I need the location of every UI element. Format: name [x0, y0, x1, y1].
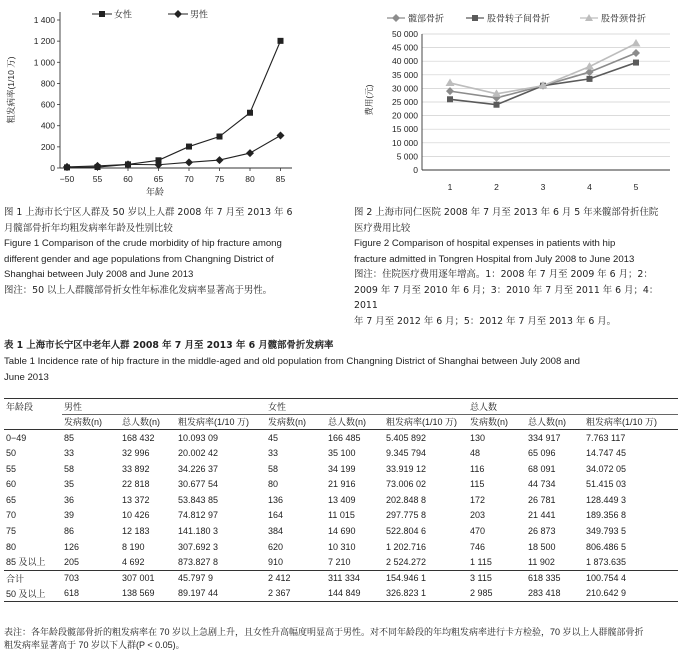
table-cell: 2 367: [266, 586, 326, 602]
figure-2-caption: [354, 205, 680, 329]
fig1-y-tick-label: 1 400: [33, 15, 55, 25]
table-row: [4, 445, 678, 461]
table-row-label: 合计: [4, 570, 62, 586]
table-cell: 13 372: [122, 494, 150, 505]
table-1-note: [4, 626, 678, 652]
table-cell: 45.797 9: [176, 570, 266, 586]
table-cell: 20.002 42: [178, 448, 219, 459]
table-cell: 26 781: [528, 494, 556, 505]
table-cell: 202.848 8: [386, 494, 427, 505]
table-cell: 470: [470, 526, 486, 537]
table-cell: 166 485: [328, 432, 361, 443]
table-cell: 168 432: [122, 432, 155, 443]
fig1-point-female: [278, 38, 284, 44]
table-cell: 51.415 03: [586, 479, 627, 490]
table-cell: 45: [268, 432, 279, 443]
fig1-y-tick-label: 1 200: [33, 36, 55, 47]
fig1-caption-en-1: Figure 1 Comparison of the crude morbidity of hip fracture among: [4, 238, 282, 249]
table-cell: 189.356 8: [586, 510, 627, 521]
figure-1-chart: [0, 0, 300, 200]
table-row-label: 60: [6, 479, 17, 490]
table-cell: 126: [64, 541, 80, 552]
table-cell: 618: [62, 586, 120, 602]
fig1-point-male: [246, 149, 254, 157]
table-cell: 334 917: [528, 432, 561, 443]
table-cell: 65 096: [528, 448, 556, 459]
fig2-series-line-hip: [450, 53, 636, 98]
fig2-caption-cn-2: 医疗费用比较: [354, 222, 411, 234]
table-cell: 1 873.635: [586, 556, 627, 567]
fig2-y-tick-label: 50 000: [392, 29, 418, 39]
table-cell: 7 210: [328, 556, 351, 567]
table-cell: 58: [64, 463, 75, 474]
fig2-legend: [387, 13, 646, 24]
table-row-label: 55: [6, 463, 17, 474]
table-cell: 32 996: [122, 448, 150, 459]
table-cell: 18 500: [528, 541, 556, 552]
fig2-y-tick-label: 20 000: [392, 110, 418, 121]
table-cell: 210.642 9: [584, 586, 678, 602]
table-header-population: 总人数(n): [120, 414, 176, 430]
figure-1-caption: [4, 205, 344, 298]
fig1-x-tick-label: 55: [92, 174, 103, 184]
table-header-age: 年龄段: [4, 399, 62, 415]
fig1-legend: [92, 9, 208, 20]
fig1-x-tick-label: 70: [184, 174, 194, 184]
table-cell: 3 115: [468, 570, 526, 586]
fig1-y-tick-label: 600: [40, 99, 55, 110]
table1-title-en-2: June 2013: [4, 372, 49, 383]
table-row: [4, 508, 678, 524]
fig2-point-hip: [632, 49, 640, 57]
table-cell: 618 335: [526, 570, 584, 586]
table-row-label: 65: [6, 494, 17, 505]
table-cell: 33 892: [122, 463, 150, 474]
fig1-point-male: [277, 131, 285, 139]
fig1-caption-en-2: different gender and age populations from Changning District of: [4, 253, 274, 265]
table-row: [4, 523, 678, 539]
table-cell: 203: [470, 510, 486, 521]
table-cell: 205: [64, 556, 80, 567]
fig2-x-tick-label: 2: [494, 182, 499, 192]
table-header-cases: 发病数(n): [62, 414, 120, 430]
fig1-x-tick-label: −50: [59, 174, 75, 184]
legend-diamond-marker: [174, 10, 182, 18]
fig1-point-female: [247, 110, 253, 116]
table-cell: 10 310: [328, 541, 356, 552]
fig1-series-line-female: [67, 41, 281, 168]
fig1-point-male: [216, 156, 224, 164]
table1-note-2: 粗发病率显著高于 70 岁以下人群(P < 0.05)。: [4, 640, 185, 650]
table-summary-row: [4, 570, 678, 586]
table-cell: 1 115: [470, 556, 492, 567]
table-row-label: 85 及以上: [6, 557, 46, 568]
table-cell: 13 409: [328, 494, 356, 505]
table-sub-header-row: [4, 414, 678, 430]
fig2-x-tick-label: 4: [587, 182, 592, 192]
table-cell: 307 001: [120, 570, 176, 586]
table-cell: 283 418: [526, 586, 584, 602]
table-cell: 806.486 5: [586, 541, 627, 552]
fig2-y-tick-label: 10 000: [392, 137, 418, 148]
fig2-legend-hip: 髋部骨折: [408, 13, 445, 24]
table-cell: 22 818: [122, 479, 150, 490]
table-cell: 86: [64, 526, 75, 537]
table-header-male: 男性: [62, 399, 266, 415]
table-cell: 115: [470, 479, 485, 490]
table-cell: 21 441: [528, 510, 556, 521]
table-cell: 873.827 8: [178, 556, 219, 567]
table-cell: 311 334: [326, 570, 384, 586]
fig2-legend-intertroch: 股骨转子间骨折: [487, 13, 551, 24]
table-cell: 44 734: [528, 479, 556, 490]
table-cell: 138 569: [120, 586, 176, 602]
table-cell: 11 902: [528, 556, 555, 567]
table-cell: 144 849: [326, 586, 384, 602]
table-cell: 116: [470, 463, 485, 474]
table-cell: 21 916: [328, 479, 356, 490]
table-cell: 34.226 37: [178, 463, 219, 474]
fig2-caption-note-3: 年 7 月至 2012 年 6 月；5：2012 年 7 月至 2013 年 6 月。: [354, 315, 617, 327]
table-cell: 10 426: [122, 510, 150, 521]
table-cell: 141.180 3: [178, 526, 219, 537]
table-cell: 30.677 54: [178, 479, 219, 490]
table-row-label: 70: [6, 510, 17, 521]
fig2-x-tick-label: 1: [447, 182, 453, 192]
fig1-y-tick-label: 800: [40, 78, 55, 89]
table-cell: 349.793 5: [586, 526, 627, 537]
fig1-caption-note: 图注：50 以上人群髋部骨折女性年标准化发病率显著高于男性。: [4, 284, 273, 296]
table-1: [4, 398, 678, 602]
table-cell: 33: [268, 448, 279, 459]
table-cell: 746: [470, 541, 486, 552]
fig2-point-intertroch: [494, 102, 500, 108]
figure-2-chart: [350, 0, 682, 200]
table-row: [4, 430, 678, 446]
table-cell: 7.763 117: [586, 432, 626, 443]
table-cell: 910: [268, 556, 284, 567]
fig2-point-intertroch: [633, 60, 639, 66]
table-cell: 5.405 892: [386, 432, 427, 443]
table-header-total: 总人数: [468, 399, 678, 415]
fig1-x-tick-label: 65: [153, 174, 164, 184]
table-cell: 384: [268, 526, 284, 537]
table-row: [4, 554, 678, 570]
table-cell: 297.775 8: [386, 510, 427, 521]
table-cell: 1 202.716: [386, 541, 427, 552]
fig1-y-tick-label: 0: [50, 163, 55, 173]
table-cell: 703: [62, 570, 120, 586]
table-cell: 35: [64, 479, 75, 490]
fig2-y-axis-title: 费用(元): [364, 84, 374, 116]
table-cell: 74.812 97: [178, 510, 219, 521]
table-cell: 34.072 05: [586, 463, 627, 474]
table-cell: 154.946 1: [384, 570, 468, 586]
fig1-x-tick-label: 85: [275, 174, 286, 184]
table-cell: 10.093 09: [178, 432, 219, 443]
fig2-caption-en-2: fracture admitted in Tongren Hospital from July 2008 to June 2013: [354, 253, 635, 265]
fig1-y-tick-label: 400: [40, 120, 55, 131]
fig1-legend-male: 男性: [190, 9, 209, 20]
table-row: [4, 461, 678, 477]
table-cell: 68 091: [528, 463, 556, 474]
table-cell: 14.747 45: [586, 448, 627, 459]
fig2-y-tick-label: 45 000: [392, 42, 418, 53]
fig2-y-tick-label: 0: [413, 165, 418, 175]
fig1-x-tick-label: 80: [245, 174, 255, 184]
table-row: [4, 539, 678, 555]
table-cell: 33: [64, 448, 75, 459]
table-cell: 53.843 85: [178, 494, 219, 505]
fig1-x-tick-label: 60: [123, 174, 133, 184]
table-cell: 522.804 6: [386, 526, 427, 537]
fig1-x-axis-title: 年龄: [145, 187, 165, 197]
fig2-point-neck: [446, 78, 455, 86]
table1-note-1: 表注：各年龄段髋部骨折的粗发病率在 70 岁以上急剧上升，且女性升高幅度明显高于男性。对不同年龄段的年均粗发病率进行卡方检验，70 岁以上人群髋部骨折: [4, 627, 644, 637]
fig2-caption-cn-1: 图 2 上海市同仁医院 2008 年 7 月至 2013 年 6 月 5 年来髋部骨折住院: [354, 207, 659, 218]
table-header-population: 总人数(n): [326, 414, 384, 430]
table-cell: 307.692 3: [178, 541, 219, 552]
legend-square-marker: [99, 11, 105, 17]
fig2-y-tick-label: 40 000: [392, 56, 418, 67]
fig1-point-female: [217, 134, 223, 140]
fig1-y-tick-label: 200: [40, 141, 55, 152]
table-cell: 136: [268, 494, 284, 505]
table-cell: 326.823 1: [384, 586, 468, 602]
table-cell: 48: [470, 448, 481, 459]
table-cell: 11 015: [328, 510, 355, 521]
fig1-point-female: [186, 144, 192, 150]
table-header-female: 女性: [266, 399, 468, 415]
table-cell: 172: [470, 494, 486, 505]
fig1-x-tick-label: 75: [214, 174, 225, 184]
fig1-legend-female: 女性: [114, 9, 133, 20]
table-cell: 620: [268, 541, 284, 552]
fig2-caption-note-1: 图注：住院医疗费用逐年增高。1：2008 年 7 月至 2009 年 6 月；2：: [354, 269, 653, 280]
table-header-rate: 粗发病率(1/10 万): [584, 414, 678, 430]
table-cell: 39: [64, 510, 75, 521]
table-cell: 33.919 12: [386, 463, 427, 474]
fig2-y-tick-label: 30 000: [392, 83, 418, 94]
table-header-cases: 发病数(n): [468, 414, 526, 430]
table-row: [4, 476, 678, 492]
table-1-title: [4, 338, 678, 386]
table-header-population: 总人数(n): [526, 414, 584, 430]
table-cell: 100.754 4: [584, 570, 678, 586]
table-cell: 4 692: [122, 556, 145, 567]
table1-title-cn: 表 1 上海市长宁区中老年人群 2008 年 7 月至 2013 年 6 月髋部骨折发病率: [4, 340, 334, 351]
table-header-rate: 粗发病率(1/10 万): [176, 414, 266, 430]
table-cell: 2 412: [266, 570, 326, 586]
fig1-caption-cn-1: 图 1 上海市长宁区人群及 50 岁以上人群 2008 年 7 月至 2013 年 6: [4, 207, 293, 218]
table-header-rate: 粗发病率(1/10 万): [384, 414, 468, 430]
table-cell: 2 985: [468, 586, 526, 602]
table-cell: 2 524.272: [386, 556, 427, 567]
table-summary-row: [4, 586, 678, 602]
table-row-label: 80: [6, 541, 17, 552]
fig2-x-tick-label: 3: [540, 182, 546, 192]
table-row-label: 50 及以上: [4, 586, 62, 602]
table-cell: 8 190: [122, 541, 145, 552]
table-header-cases: 发病数(n): [266, 414, 326, 430]
table-cell: 80: [268, 479, 279, 490]
table-cell: 34 199: [328, 463, 356, 474]
table-row-label: 0−49: [6, 432, 27, 443]
fig2-point-intertroch: [447, 96, 453, 102]
table-cell: 12 183: [122, 526, 150, 537]
fig2-caption-note-2: 2009 年 7 月至 2010 年 6 月；3：2010 年 7 月至 2011 年 6 月；4：2011: [354, 284, 659, 311]
table-cell: 58: [268, 463, 279, 474]
fig2-y-tick-label: 35 000: [392, 69, 418, 80]
fig2-point-neck: [632, 39, 641, 47]
fig1-point-male: [185, 158, 193, 166]
fig2-caption-en-1: Figure 2 Comparison of hospital expenses in patients with hip: [354, 238, 616, 249]
table-cell: 85: [64, 432, 75, 443]
legend-diamond-marker: [392, 14, 400, 22]
table-cell: 35 100: [328, 448, 356, 459]
table1-title-en-1: Table 1 Incidence rate of hip fracture in the middle-aged and old population from Changning District of Shanghai between July 2008 and: [4, 356, 580, 367]
table-cell: 36: [64, 494, 75, 505]
table-header-blank: [4, 414, 62, 430]
table-cell: 128.449 3: [586, 494, 627, 505]
table-row: [4, 492, 678, 508]
fig1-y-tick-label: 1 000: [33, 57, 55, 68]
fig2-y-tick-label: 25 000: [392, 97, 418, 107]
fig1-caption-en-3: Shanghai between July 2008 and June 2013: [4, 269, 194, 280]
table-cell: 164: [268, 510, 284, 521]
table-row-label: 50: [6, 448, 17, 459]
fig1-caption-cn-2: 月髋部骨折年均粗发病率年龄及性别比较: [4, 222, 173, 234]
fig1-y-axis-title: 粗发病率(1/10 万): [6, 56, 16, 124]
table-cell: 14 690: [328, 526, 356, 537]
fig2-legend-neck: 股骨颈骨折: [601, 13, 647, 24]
fig2-x-tick-label: 5: [633, 182, 639, 192]
legend-square-marker: [472, 15, 478, 21]
table-cell: 73.006 02: [386, 479, 427, 490]
fig2-point-intertroch: [587, 76, 593, 82]
fig2-y-tick-label: 15 000: [392, 124, 418, 135]
fig2-y-tick-label: 5 000: [396, 151, 418, 162]
table-row-label: 75: [6, 526, 17, 537]
table-cell: 9.345 794: [386, 448, 427, 459]
table-group-header-row: [4, 399, 678, 415]
table-cell: 130: [470, 432, 486, 443]
table-cell: 89.197 44: [176, 586, 266, 602]
table-cell: 26 873: [528, 526, 556, 537]
